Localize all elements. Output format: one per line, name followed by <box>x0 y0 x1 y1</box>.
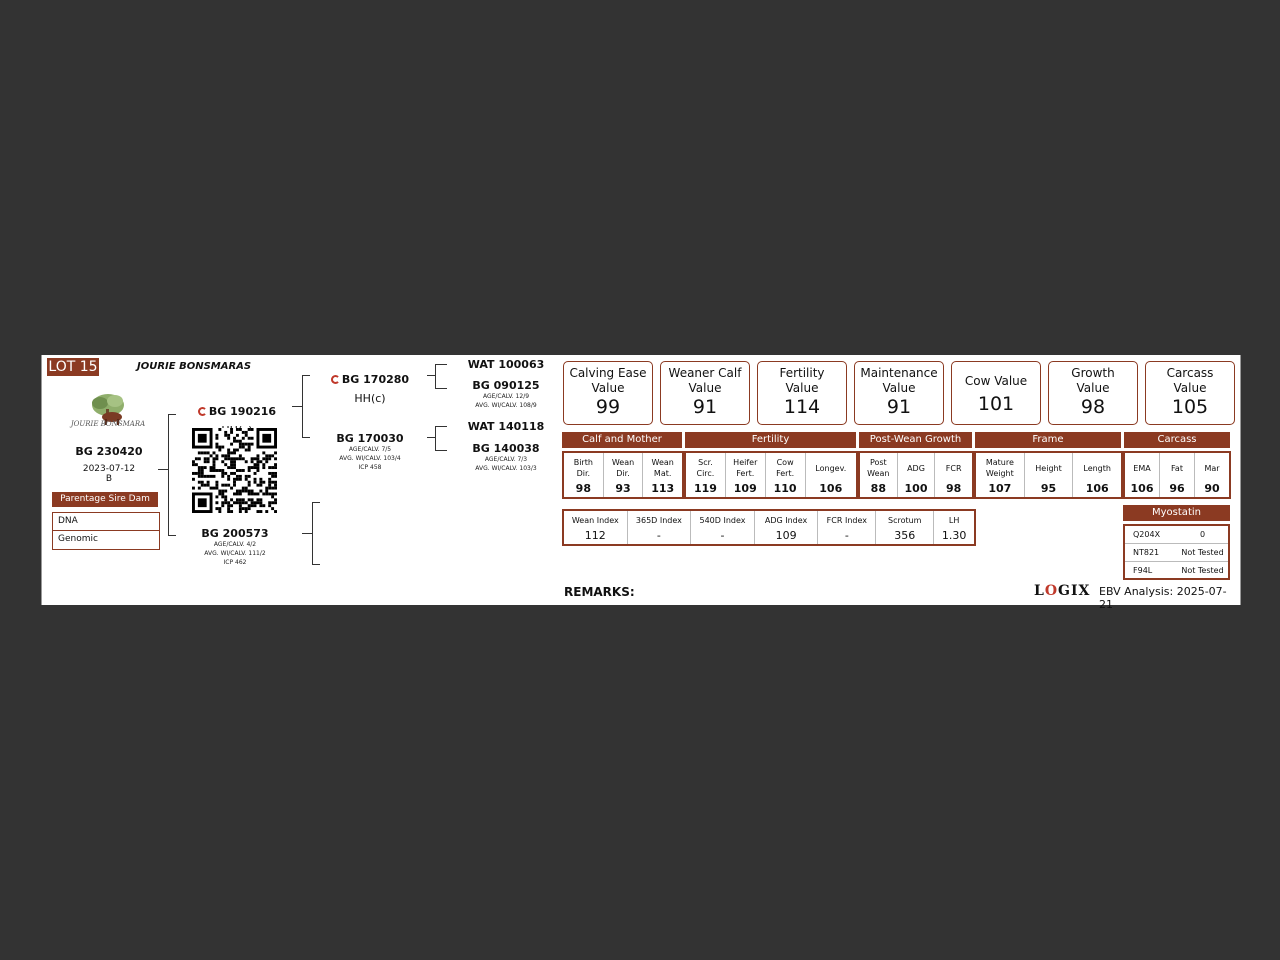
index-cell: ADG Index 109 <box>754 511 818 544</box>
index-cell: LH 1.30 <box>933 511 974 544</box>
group-calf <box>562 451 684 499</box>
myostatin-table <box>1123 524 1230 580</box>
group-header-frame: Frame <box>975 432 1121 448</box>
value-box-calving-ease: Calving Ease Value 99 <box>563 361 653 425</box>
myostatin-header: Myostatin <box>1123 505 1230 521</box>
parentage-row-genomic: Genomic <box>53 530 159 548</box>
index-cell: Wean Index 112 <box>571 515 619 542</box>
index-cell: Scrotum 356 <box>875 511 933 544</box>
sire-icon <box>331 375 340 384</box>
group-header-carcass: Carcass <box>1124 432 1230 448</box>
remarks-label: REMARKS: <box>564 585 635 599</box>
pedigree-ssd: BG 090125 AGE/CALV. 12/9 AVG. WI/CALV. 108/9 <box>472 379 540 409</box>
ebv-cell: Length 106 <box>1072 453 1121 497</box>
ebv-cell: Heifer Fert. 109 <box>725 453 765 497</box>
ebv-cell: Longev. 106 <box>805 453 856 497</box>
ebv-cell: Mar 90 <box>1194 453 1229 497</box>
pedigree-sdd: BG 140038 AGE/CALV. 7/3 AVG. WI/CALV. 103/3 <box>472 442 540 472</box>
ebv-cell: Birth Dir. 98 <box>573 458 593 495</box>
animal-dob: 2023-07-12 <box>82 464 136 474</box>
index-cell: 365D Index - <box>627 511 691 544</box>
animal-id: BG 230420 <box>75 445 143 458</box>
group-fertility <box>684 451 858 499</box>
ebv-cell: Cow Fert. 110 <box>765 453 805 497</box>
group-carcass <box>1123 451 1231 499</box>
animal-info <box>52 445 166 484</box>
value-box-fertility: Fertility Value 114 <box>757 361 847 425</box>
ebv-cell: Scr. Circ. 119 <box>693 458 717 495</box>
value-box-cow: Cow Value 101 <box>951 361 1041 425</box>
ebv-cell: Post Wean 88 <box>867 458 890 495</box>
sire-icon <box>198 407 207 416</box>
group-header-calf: Calf and Mother <box>562 432 682 448</box>
logo-text: JOURIE BONSMARA <box>70 420 146 428</box>
ebv-cell: Height 95 <box>1024 453 1073 497</box>
myostatin-row: NT821 Not Tested <box>1125 543 1228 561</box>
pedigree-sire: BG 190216 <box>182 400 292 438</box>
parentage-table <box>52 512 160 550</box>
value-box-maintenance: Maintenance Value 91 <box>854 361 944 425</box>
lot-badge: LOT 15 <box>48 359 98 375</box>
index-table <box>562 509 976 546</box>
value-box-carcass: Carcass Value 105 <box>1145 361 1235 425</box>
group-frame <box>974 451 1123 499</box>
animal-sex: B <box>105 474 113 484</box>
group-header-post-wean: Post-Wean Growth <box>859 432 972 448</box>
myostatin-row: F94L Not Tested <box>1125 561 1228 579</box>
ebv-cell: Mature Weight 107 <box>985 458 1014 495</box>
group-header-fertility: Fertility <box>685 432 856 448</box>
lot-card <box>41 355 1241 611</box>
myostatin-row: Q204X 0 <box>1133 530 1206 539</box>
value-box-growth: Growth Value 98 <box>1048 361 1138 425</box>
ebv-cell: Fat 96 <box>1159 453 1194 497</box>
value-box-weaner-calf: Weaner Calf Value 91 <box>660 361 750 425</box>
pedigree-sds: WAT 140118 <box>467 420 545 433</box>
group-post-wean <box>858 451 974 499</box>
pedigree-sire-dam: BG 170030 AGE/CALV. 7/5 AVG. WI/CALV. 103/4 ICP 458 <box>336 432 404 471</box>
ebv-analysis-date: EBV Analysis: 2025-07-21 <box>1099 585 1227 611</box>
pedigree-dam: BG 200573 AGE/CALV. 4/2 AVG. WI/CALV. 111/2 ICP 462 <box>201 527 269 566</box>
ebv-cell: EMA 106 <box>1130 463 1154 495</box>
logix-logo: LOGIX <box>1034 583 1091 599</box>
ebv-cell: ADG 100 <box>897 453 935 497</box>
ebv-cell: FCR 98 <box>934 453 972 497</box>
pedigree-sss: WAT 100063 <box>467 358 545 371</box>
index-cell: FCR Index - <box>817 511 875 544</box>
ebv-cell: Wean Mat. 113 <box>642 453 682 497</box>
index-cell: 540D Index - <box>690 511 754 544</box>
parentage-header: Parentage Sire Dam <box>52 492 158 507</box>
pedigree-sire-sire: BG 170280 HH(c) <box>314 368 426 406</box>
ebv-cell: Wean Dir. 93 <box>603 453 643 497</box>
qr-code <box>192 428 277 513</box>
parentage-row-dna: DNA <box>58 516 78 526</box>
breeder-name: JOURIE BONSMARAS <box>137 361 252 372</box>
